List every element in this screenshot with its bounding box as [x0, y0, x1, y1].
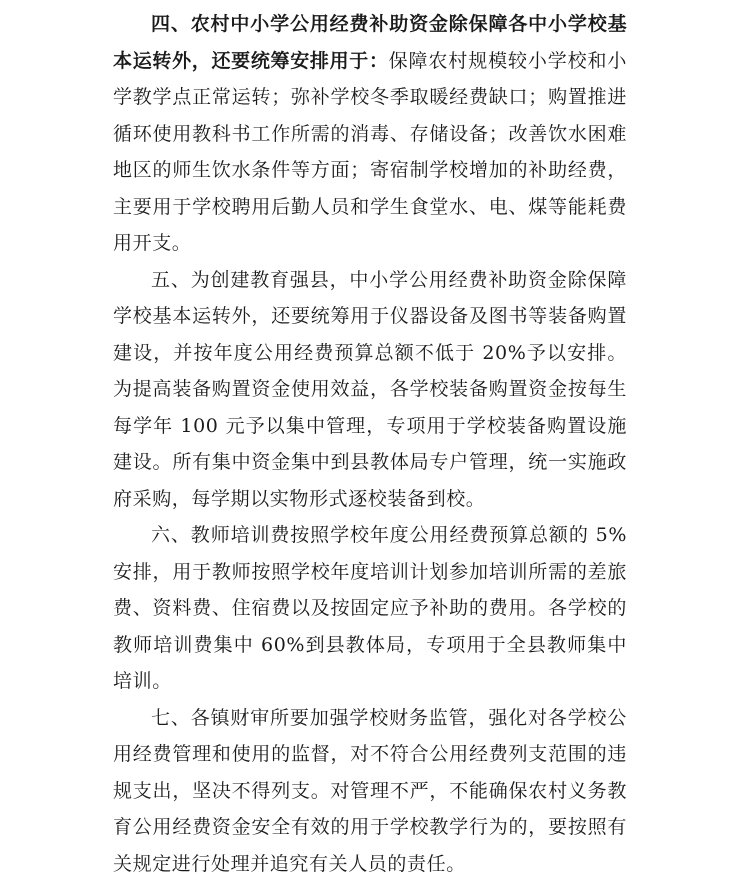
paragraph-section-5: [113, 262, 627, 518]
section-5-text: 为创建教育强县，中小学公用经费补助资金除保障学校基本运转外，还要统筹用于仪器设备及图书等装备购置建设，并按年度公用经费预算总额不低于 20%予以安排。为提高装备购置资金使用效益，各学校装备购置资金按每生每学年 100 元予以集中管理，专项用于学校装备购置设施建设。所有集中资金集中到县教体局专户管理，统一实施政府采购，每学期以实物形式逐校装备到校。: [113, 269, 627, 510]
section-4-text: 保障农村规模较小学校和小学教学点正常运转；弥补学校冬季取暖经费缺口；购置推进循环使用教科书工作所需的消毒、存储设备；改善饮水困难地区的师生饮水条件等方面；寄宿制学校增加的补助经费，主要用于学校聘用后勤人员和学生食堂水、电、煤等能耗费用开支。: [113, 50, 627, 255]
section-7-text: 各镇财审所要加强学校财务监管，强化对各学校公用经费管理和使用的监督，对不符合公用经费列支范围的违规支出，坚决不得列支。对管理不严，不能确保农村义务教育公用经费资金安全有效的用于学校教学行为的，要按照有关规定进行处理并追究有关人员的责任。: [113, 707, 627, 875]
section-7-number: 七、: [151, 707, 191, 729]
paragraph-section-7: [113, 700, 627, 882]
section-4-heading: 四、农村中小学公用经费补助资金除保障各中小学校基本运转外，还要统筹安排用于：: [113, 13, 627, 72]
section-6-number: 六、: [151, 524, 191, 546]
section-6-text: 教师培训费按照学校年度公用经费预算总额的 5%安排，用于教师按照学校年度培训计划参加培训所需的差旅费、资料费、住宿费以及按固定应予补助的费用。各学校的教师培训费集中 60%到县教体局，专项用于全县教师集中培训。: [113, 524, 627, 692]
paragraph-section-4: [113, 6, 627, 262]
section-5-number: 五、: [151, 269, 191, 291]
paragraph-section-6: [113, 517, 627, 700]
